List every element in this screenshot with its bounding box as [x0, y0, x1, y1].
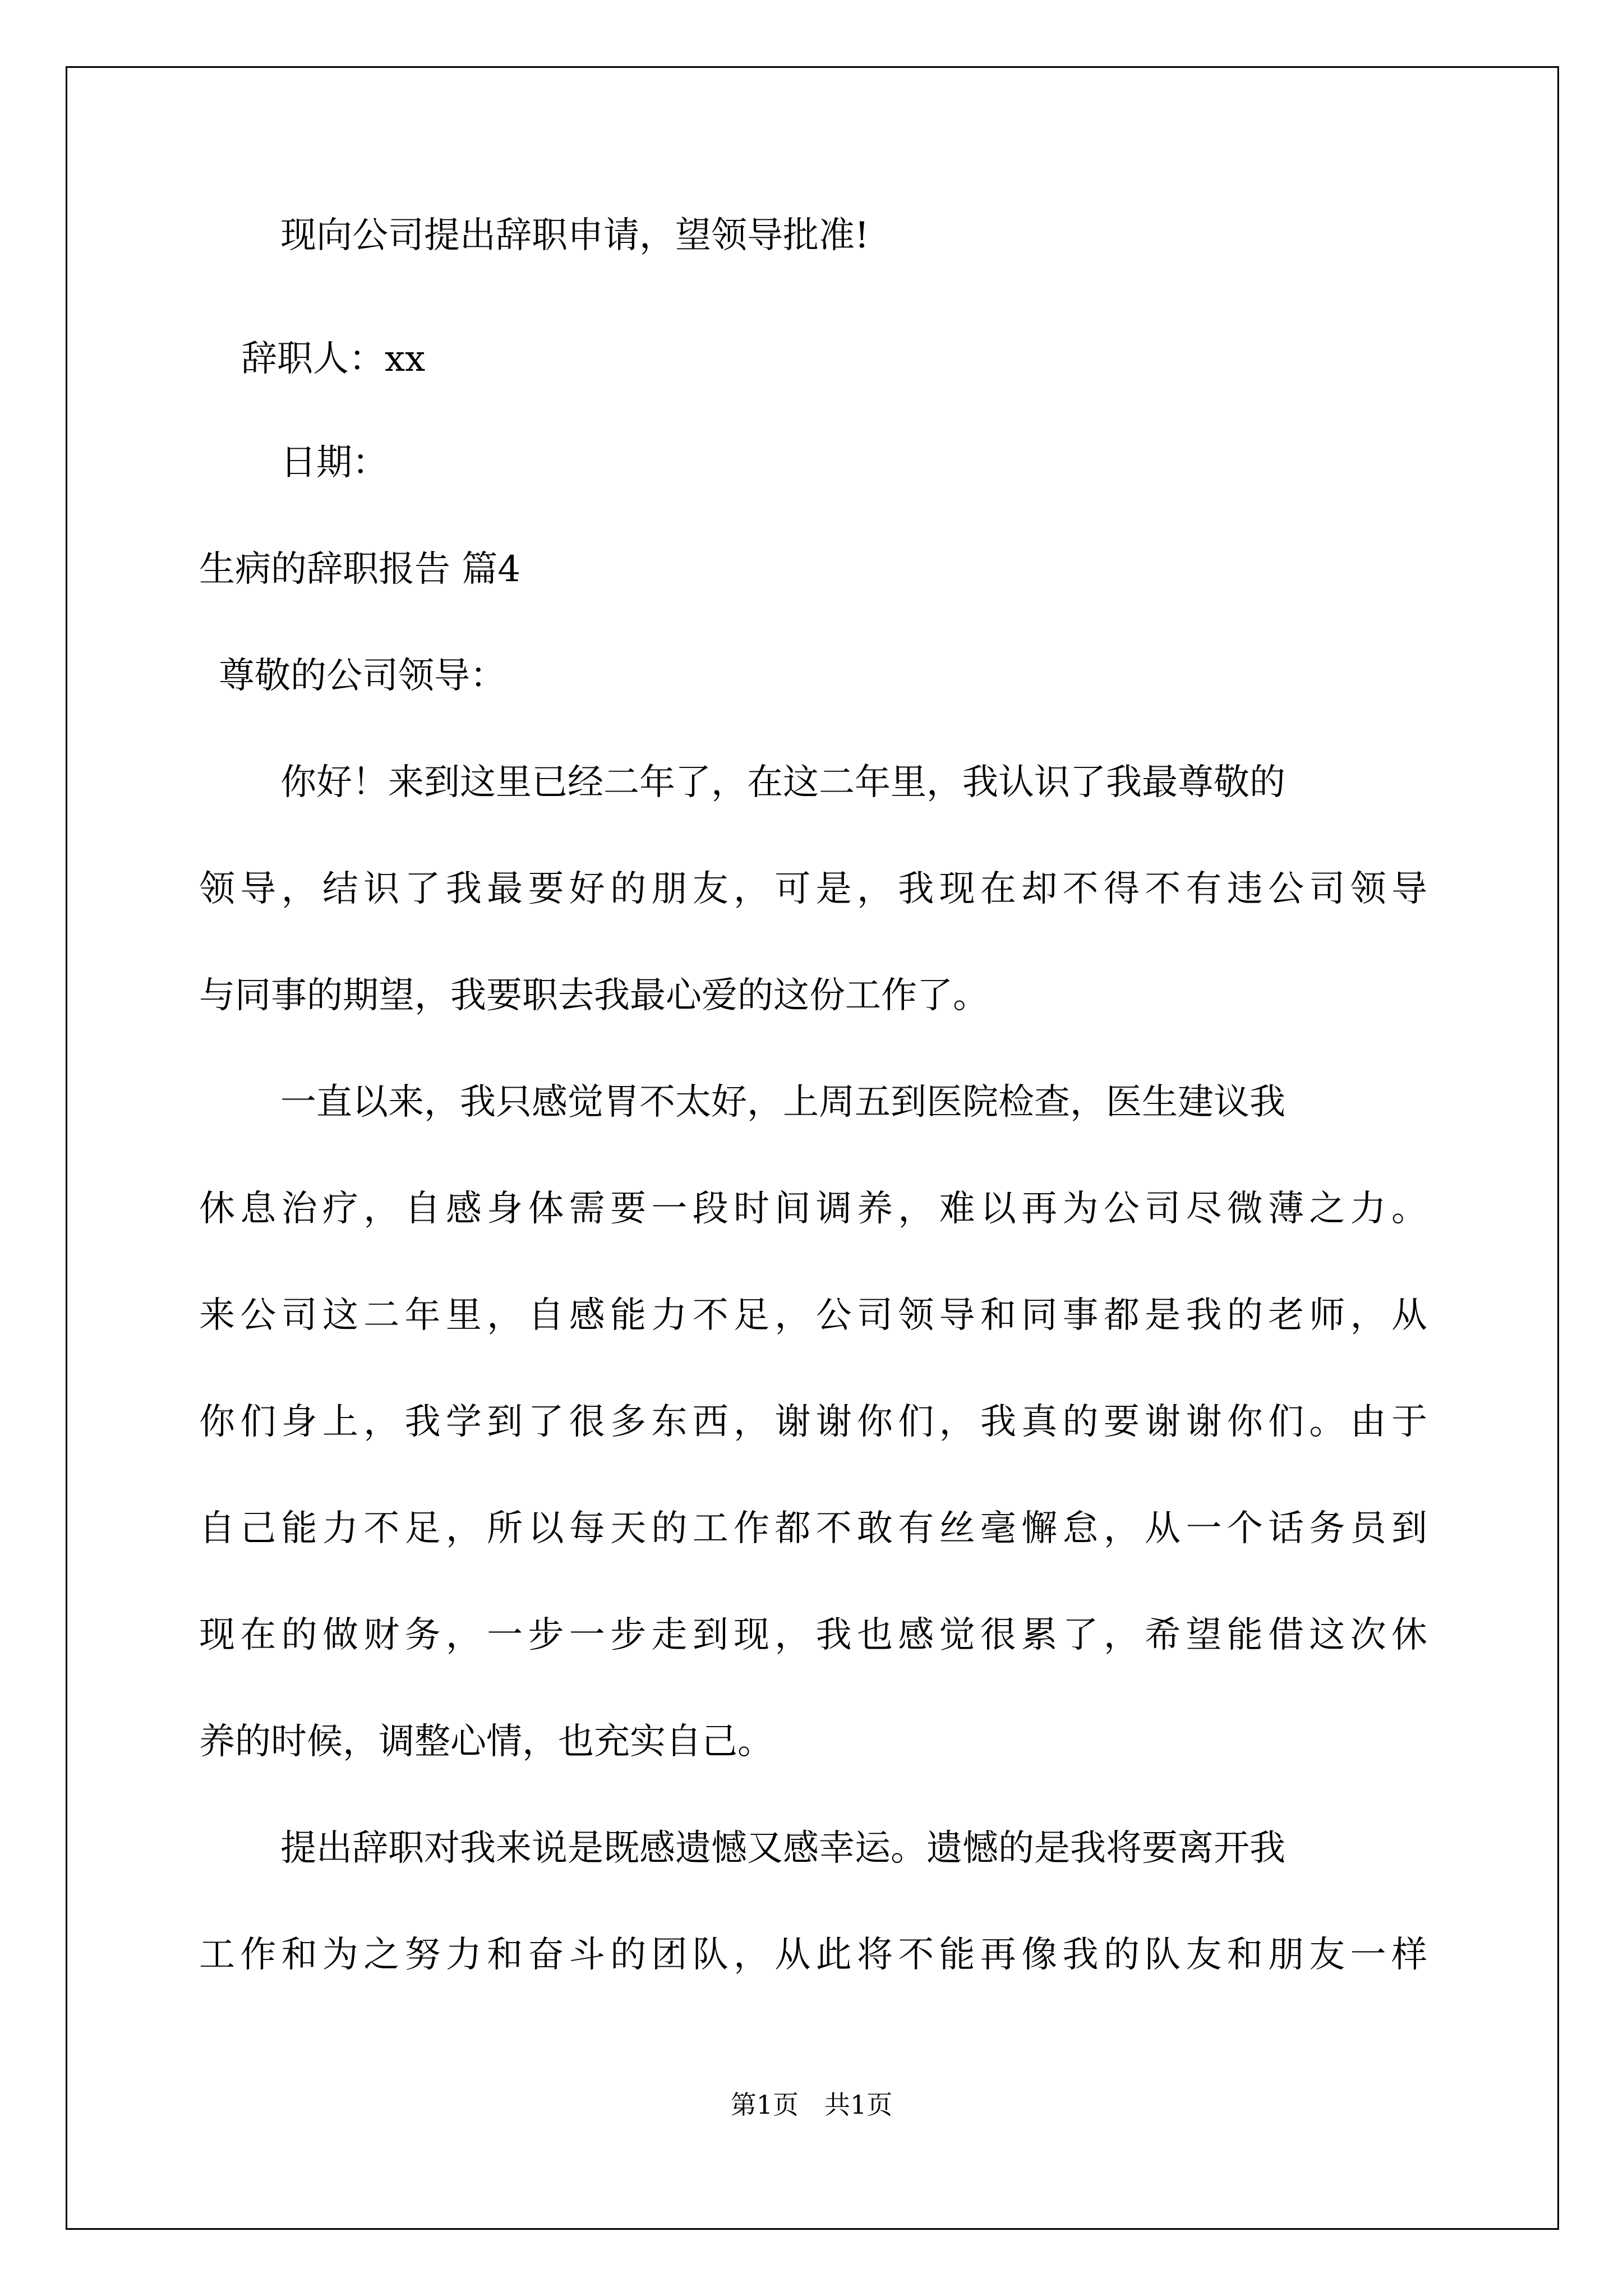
body-line: 自己能力不足，所以每天的工作都不敢有丝毫懈怠，从一个话务员到 — [199, 1508, 1427, 1549]
body-line: 工作和为之努力和奋斗的团队，从此将不能再像我的队友和朋友一样 — [199, 1934, 1427, 1976]
body-line: 领导，结识了我最要好的朋友，可是，我现在却不得不有违公司领导 — [199, 868, 1427, 910]
body-line: 你们身上，我学到了很多东西，谢谢你们，我真的要谢谢你们。由于 — [199, 1401, 1427, 1443]
resignation-request-line: 现向公司提出辞职申请，望领导批准! — [280, 215, 869, 256]
signer-line: 辞职人：xx — [241, 338, 426, 380]
date-line: 日期： — [280, 442, 388, 484]
body-line: 休息治疗，自感身体需要一段时间调养，难以再为公司尽微薄之力。 — [199, 1188, 1427, 1230]
salutation: 尊敬的公司领导： — [219, 655, 506, 697]
body-line: 提出辞职对我来说是既感遗憾又感幸运。遗憾的是我将要离开我 — [280, 1828, 1285, 1869]
body-line: 一直以来，我只感觉胃不太好，上周五到医院检查，医生建议我 — [280, 1082, 1285, 1123]
page-footer: 第1页 共1页 — [730, 2090, 893, 2120]
body-line: 你好！来到这里已经二年了，在这二年里，我认识了我最尊敬的 — [280, 762, 1285, 803]
body-line: 与同事的期望，我要职去我最心爱的这份工作了。 — [199, 975, 989, 1016]
body-line: 养的时候，调整心情，也充实自己。 — [199, 1721, 773, 1763]
body-line: 现在的做财务，一步一步走到现，我也感觉很累了，希望能借这次休 — [199, 1614, 1427, 1656]
page-border — [66, 66, 1559, 2230]
body-line: 来公司这二年里，自感能力不足，公司领导和同事都是我的老师，从 — [199, 1295, 1427, 1336]
section-heading: 生病的辞职报告 篇4 — [199, 549, 521, 590]
